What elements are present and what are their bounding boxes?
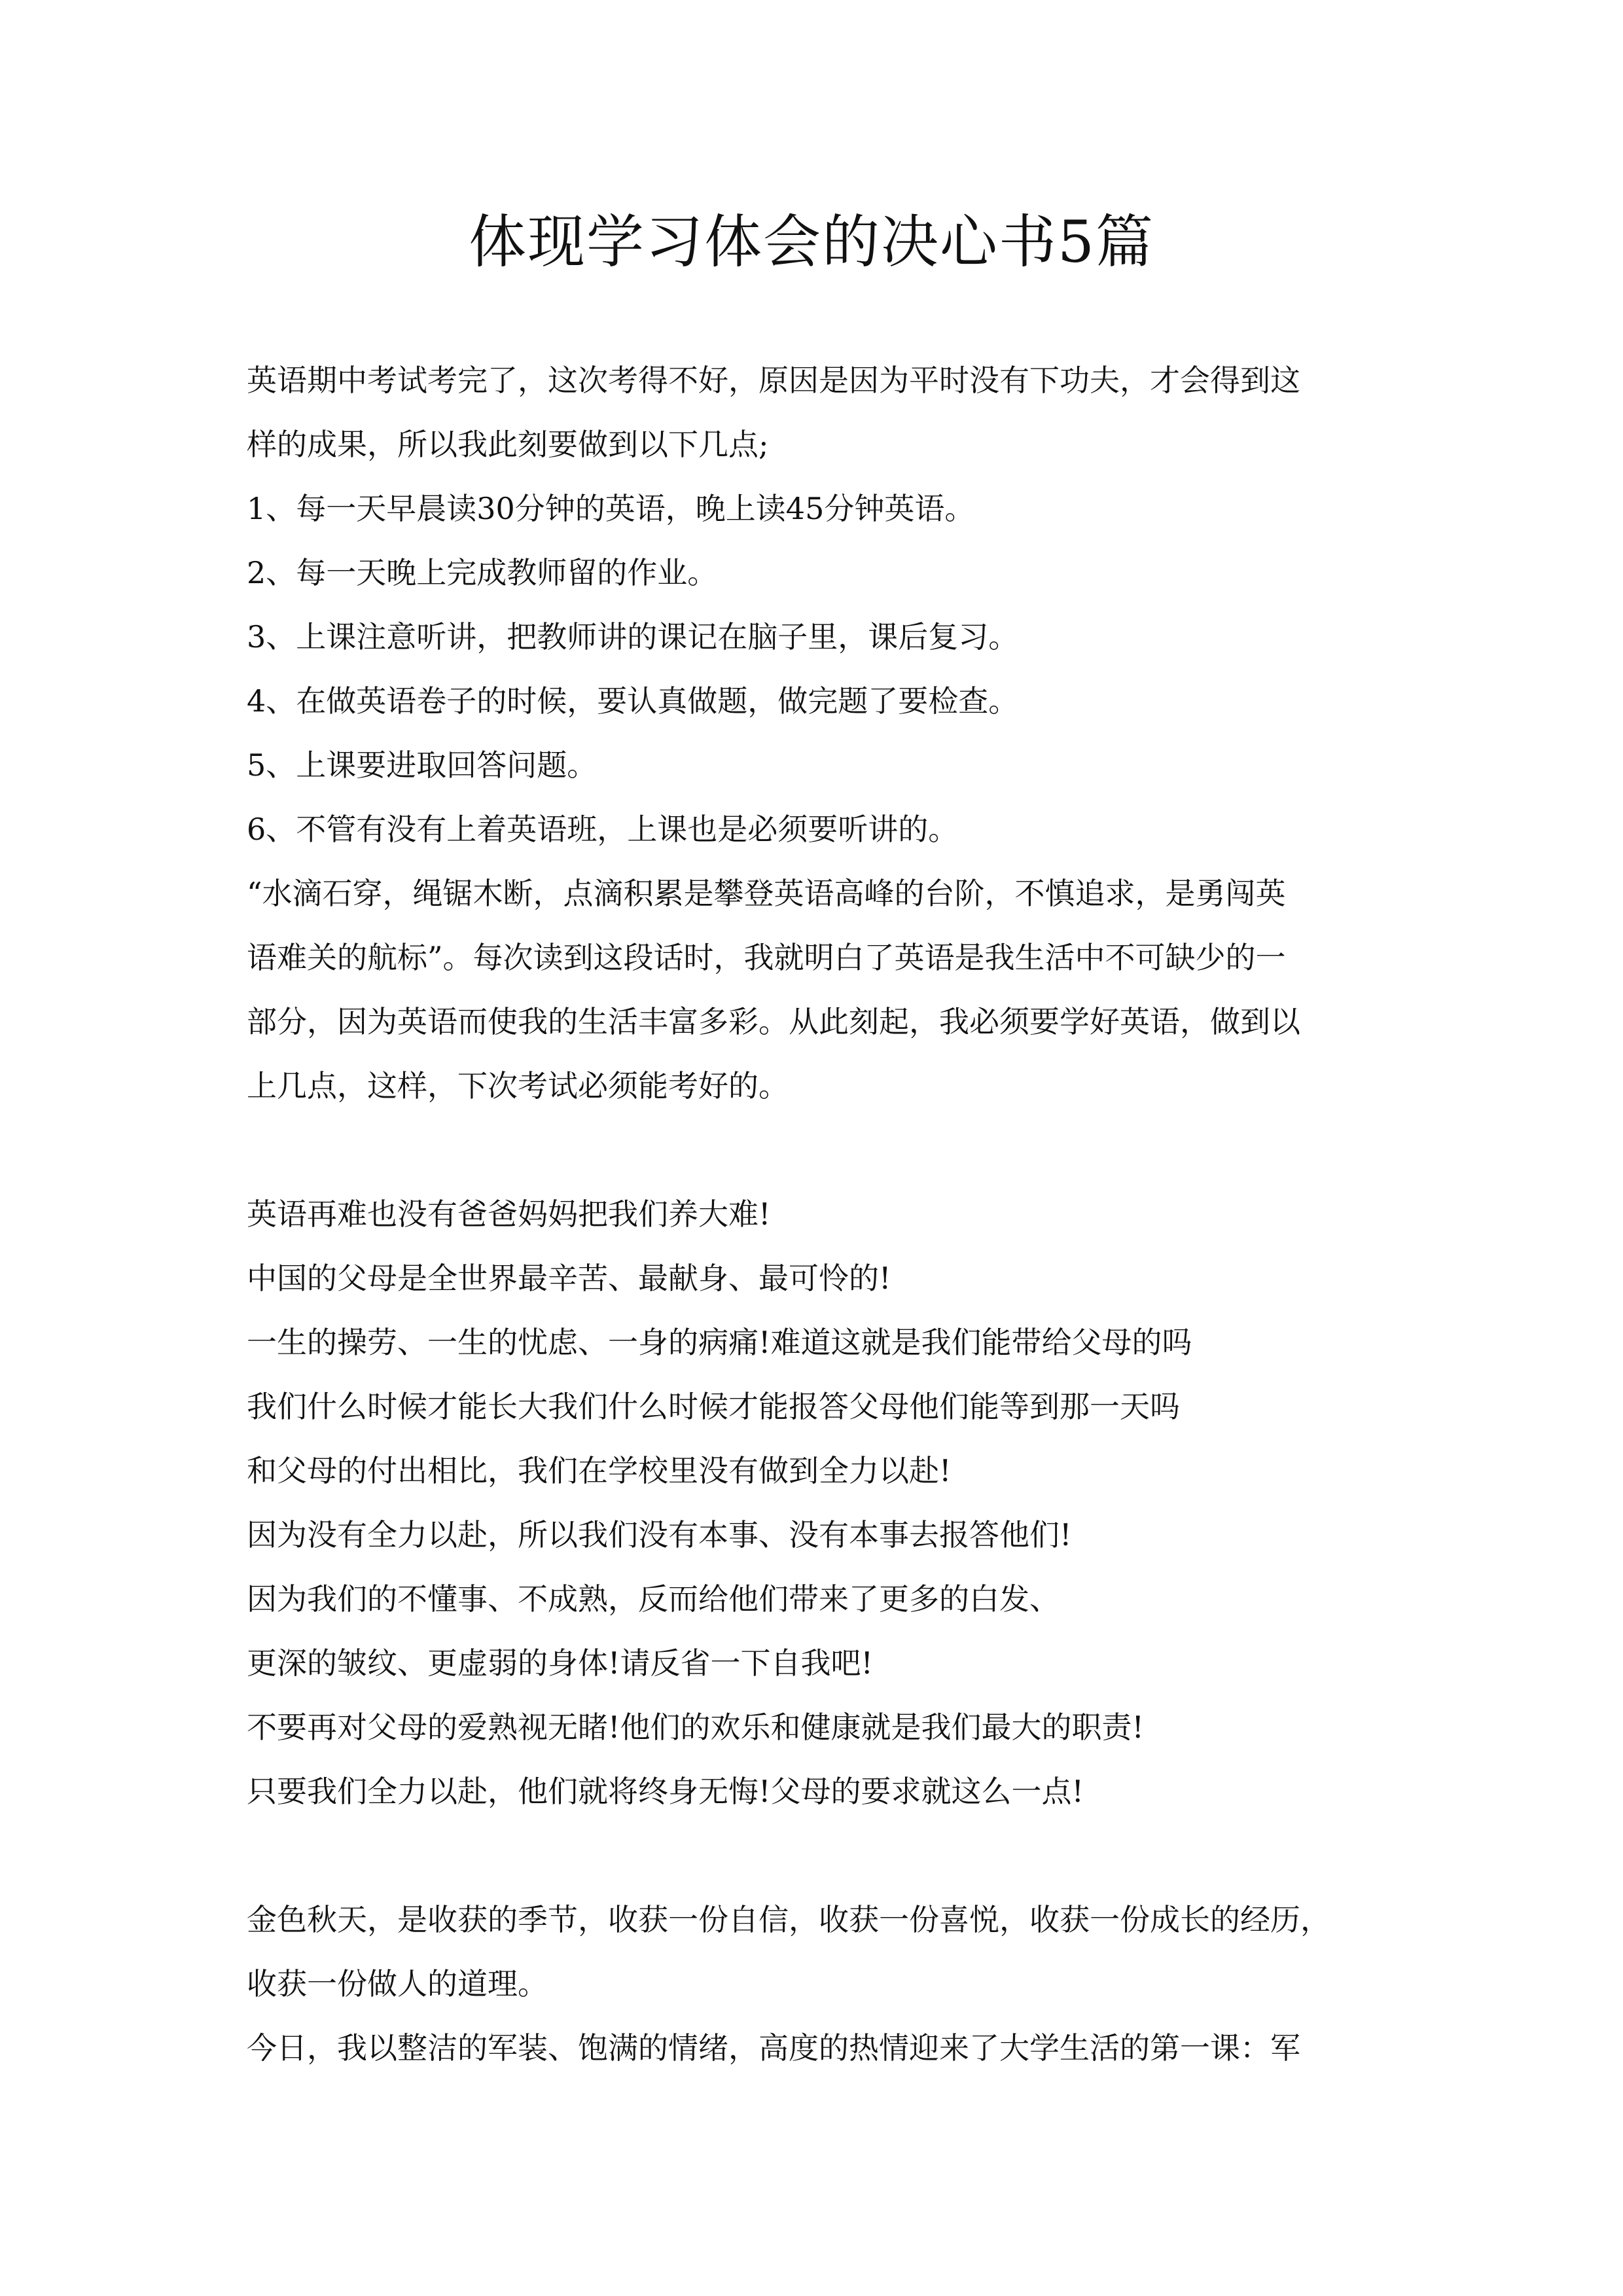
list-item-2: 2、每一天晚上完成教师留的作业。: [247, 555, 718, 590]
document-body: [247, 348, 1385, 2080]
quote-line: 上几点，这样，下次考试必须能考好的。: [247, 1068, 789, 1103]
list-item-1: 1、每一天早晨读30分钟的英语，晚上读45分钟英语。: [247, 491, 975, 526]
section-2-line: 不要再对父母的爱熟视无睹!他们的欢乐和健康就是我们最大的职责!: [247, 1710, 1144, 1745]
section-2-line: 因为我们的不懂事、不成熟，反而给他们带来了更多的白发、: [247, 1581, 1060, 1617]
section-2-line: 只要我们全力以赴，他们就将终身无悔!父母的要求就这么一点!: [247, 1774, 1084, 1809]
section-2-line: 一生的操劳、一生的忧虑、一身的病痛!难道这就是我们能带给父母的吗: [247, 1325, 1192, 1360]
section-2-line: 更深的皱纹、更虚弱的身体!请反省一下自我吧!: [247, 1645, 873, 1681]
section-2-line: 英语再难也没有爸爸妈妈把我们养大难!: [247, 1196, 771, 1232]
section-3-line: 今日，我以整洁的军装、饱满的情绪，高度的热情迎来了大学生活的第一课：军: [247, 2030, 1300, 2066]
section-2-line: 我们什么时候才能长大我们什么时候才能报答父母他们能等到那一天吗: [247, 1389, 1180, 1424]
section-1: [247, 348, 1385, 1118]
section-2: [247, 1182, 1385, 1823]
section-2-line: 和父母的付出相比，我们在学校里没有做到全力以赴!: [247, 1453, 952, 1488]
section-spacer: [247, 1118, 1385, 1182]
list-item-6: 6、不管有没有上着英语班，上课也是必须要听讲的。: [247, 812, 959, 847]
section-2-line: 因为没有全力以赴，所以我们没有本事、没有本事去报答他们!: [247, 1517, 1072, 1552]
section-3: [247, 1888, 1385, 2080]
section-2-line: 中国的父母是全世界最辛苦、最献身、最可怜的!: [247, 1261, 891, 1296]
quote-line: 部分，因为英语而使我的生活丰富多彩。从此刻起，我必须要学好英语，做到以: [247, 1004, 1300, 1039]
section-1-intro-line: 样的成果，所以我此刻要做到以下几点;: [247, 427, 769, 462]
list-item-3: 3、上课注意听讲，把教师讲的课记在脑子里，课后复习。: [247, 619, 1019, 655]
section-spacer: [247, 1823, 1385, 1888]
list-item-4: 4、在做英语卷子的时候，要认真做题，做完题了要检查。: [247, 683, 1019, 719]
section-3-line: 金色秋天，是收获的季节，收获一份自信，收获一份喜悦，收获一份成长的经历，: [247, 1902, 1330, 1937]
section-3-line: 收获一份做人的道理。: [247, 1966, 548, 2001]
quote-line: 语难关的航标”。每次读到这段话时，我就明白了英语是我生活中不可缺少的一: [247, 940, 1286, 975]
section-1-intro-line: 英语期中考试考完了，这次考得不好，原因是因为平时没有下功夫，才会得到这: [247, 363, 1300, 398]
quote-line: “水滴石穿，绳锯木断，点滴积累是攀登英语高峰的台阶，不慎追求，是勇闯英: [247, 876, 1286, 911]
document-title: 体现学习体会的决心书5篇: [469, 208, 1154, 276]
list-item-5: 5、上课要进取回答问题。: [247, 747, 597, 783]
